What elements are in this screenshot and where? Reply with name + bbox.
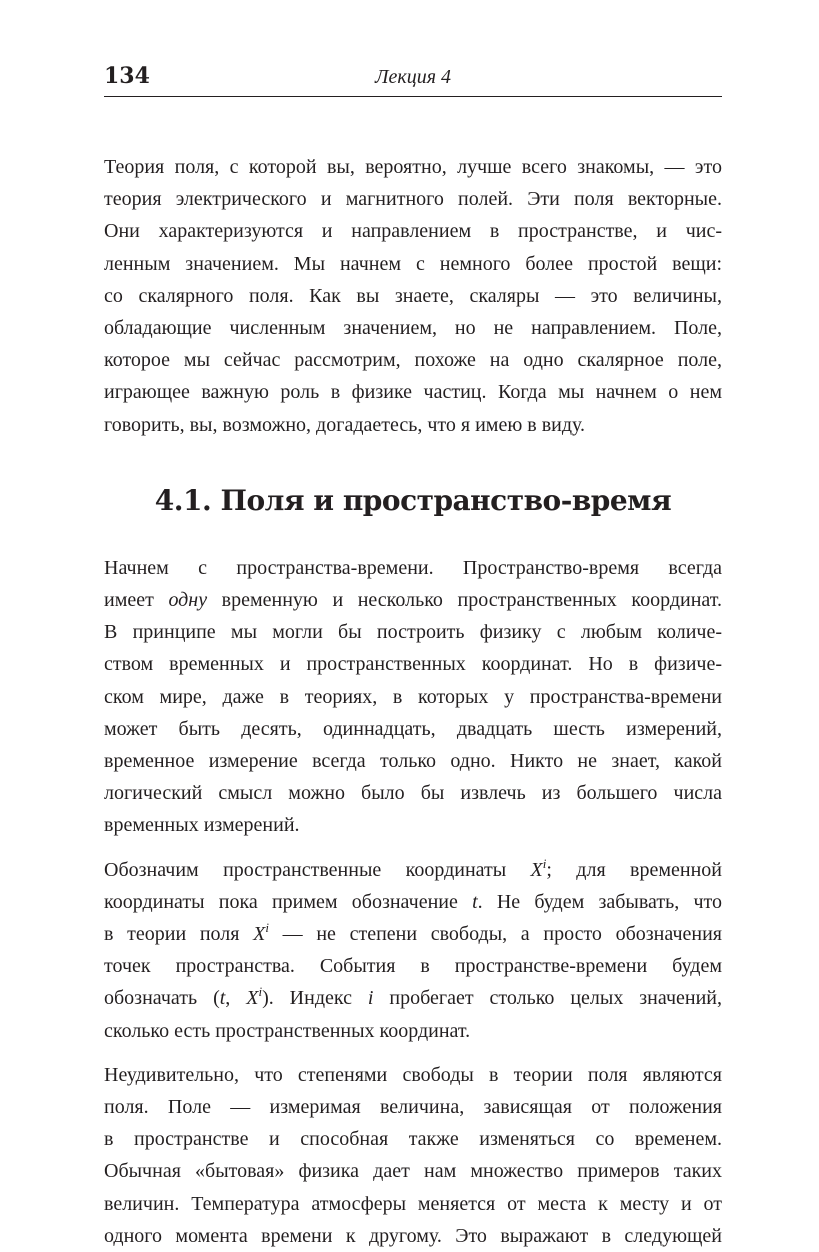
math-symbol: $X^i$ <box>530 855 547 881</box>
text-fragment: Обозначим пространственные координаты <box>104 858 531 881</box>
text-fragment: временную и несколько пространственных координат. <box>207 589 722 612</box>
text-fragment: , <box>225 987 247 1010</box>
text-line: говорить, вы, возможно, догадаетесь, что я имею в виду. <box>104 413 586 436</box>
text-line <box>104 584 722 616</box>
math-symbol: t <box>219 987 226 1010</box>
text-fragment: ). Индекс <box>262 987 368 1010</box>
text-fragment: ; для временной <box>546 858 722 881</box>
text-line <box>104 982 722 1014</box>
text-fragment: пробегает столько целых значений, <box>373 987 722 1010</box>
page-body <box>104 151 722 1252</box>
paragraph-coordinates <box>104 854 722 1047</box>
text-line: Теория поля, с которой вы, вероятно, лучше всего знакомы, — это <box>104 156 722 178</box>
text-fragment: обозначать ( <box>104 987 220 1010</box>
text-fragment: — не степени свободы, а просто обозначения <box>268 923 722 946</box>
text-line: со скалярного поля. Как вы знаете, скаляры — это величины, <box>104 284 722 307</box>
text-line: обладающие численным значением, но не направлением. Поле, <box>104 317 722 340</box>
text-line: ленным значением. Мы начнем с немного более простой вещи: <box>104 252 722 275</box>
text-line: точек пространства. События в пространстве-времени будем <box>104 955 722 978</box>
page-number: 134 <box>104 63 150 89</box>
paragraph-spacetime <box>104 552 722 842</box>
text-line: В принципе мы могли бы построить физику с любым количе- <box>104 621 722 644</box>
text-fragment: имеет <box>104 589 169 612</box>
text-line: временных измерений. <box>104 814 300 837</box>
text-line: логический смысл можно было бы извлечь из большего числа <box>104 782 722 805</box>
intro-paragraph <box>104 151 722 441</box>
text-fragment: . Не будем забывать, что <box>477 890 722 913</box>
text-fragment: в теории поля <box>104 923 254 946</box>
text-line: поля. Поле — измеримая величина, зависящая от положения <box>104 1096 722 1119</box>
text-line: сколько есть пространственных координат. <box>104 1019 471 1042</box>
paragraph-fields <box>104 1059 722 1252</box>
running-title: Лекция 4 <box>374 66 452 88</box>
math-symbol: $X^i$ <box>246 984 263 1010</box>
text-line <box>104 854 722 886</box>
book-page <box>104 60 722 1252</box>
math-symbol: t <box>472 890 478 913</box>
math-symbol: $X^i$ <box>253 920 269 946</box>
text-fragment: координаты пока примем обозначение <box>104 890 473 913</box>
text-line: может быть десять, одиннадцать, двадцать шесть измерений, <box>104 717 722 740</box>
text-line: одного момента времени к другому. Это выражают в следующей <box>104 1224 722 1247</box>
text-line <box>104 918 722 950</box>
text-line: теория электрического и магнитного полей. Эти поля векторные. <box>104 188 722 211</box>
text-line: играющее важную роль в физике частиц. Когда мы начнем о нем <box>104 381 722 404</box>
text-line: которое мы сейчас рассмотрим, похоже на одно скалярное поле, <box>104 349 722 372</box>
math-symbol: i <box>367 987 374 1010</box>
section-heading: 4.1. Поля и пространство-время <box>154 483 672 517</box>
text-line <box>104 886 722 918</box>
text-line: Обычная «бытовая» физика дает нам множество примеров таких <box>104 1160 722 1183</box>
emphasis-text: одну <box>168 589 208 612</box>
text-line: Они характеризуются и направлением в пространстве, и чис- <box>104 220 722 243</box>
text-line: Неудивительно, что степенями свободы в теории поля являются <box>104 1063 722 1086</box>
text-line: временное измерение всегда только одно. Никто не знает, какой <box>104 750 722 773</box>
running-head <box>104 60 722 97</box>
text-line: Начнем с пространства-времени. Пространство-время всегда <box>104 556 722 579</box>
text-line: ством временных и пространственных координат. Но в физиче- <box>104 653 722 676</box>
text-line: ском мире, даже в теориях, в которых у пространства-времени <box>104 685 722 708</box>
text-line: в пространстве и способная также изменяться со временем. <box>104 1128 722 1151</box>
text-line: величин. Температура атмосферы меняется от места к месту и от <box>104 1192 722 1215</box>
